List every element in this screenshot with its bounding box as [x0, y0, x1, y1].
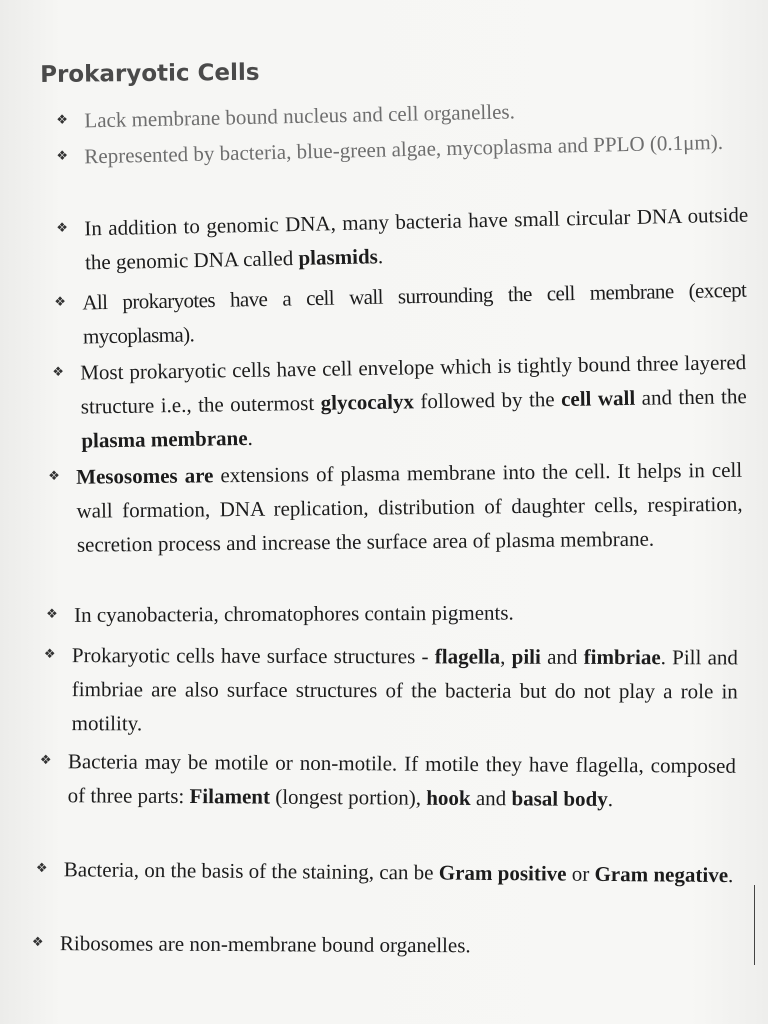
list-item: [48, 453, 743, 562]
item-text: Represented by bacteria, blue-green algae, mycoplasma and PPLO (0.1μm).: [84, 129, 724, 169]
bullet-icon: ❖: [35, 860, 48, 877]
list-item: [36, 852, 736, 892]
list-item: [32, 926, 732, 964]
bullet-icon: ❖: [39, 752, 52, 769]
item-text: Mesosomes are extensions of plasma membrane into the cell. It helps in cell wall formation, DNA replication, distribution of daughter cells, respiration, secretion process and increase the surface area of plasma membrane.: [76, 457, 743, 557]
item-text: Prokaryotic cells have surface structures - flagella, pili and fimbriae. Pill and fimbriae are also surface structures of the bacteria but do not play a role in motility.: [71, 643, 738, 736]
list-item: [40, 744, 736, 817]
item-text: Bacteria may be motile or non-motile. If motile they have flagella, composed of three parts: Filament (longest portion), hook and basal body.: [67, 749, 736, 812]
item-text: Lack membrane bound nucleus and cell organelles.: [84, 99, 516, 133]
item-text: All prokaryotes have a cell wall surrounding the cell membrane (except mycoplasma).: [82, 277, 747, 349]
bullet-icon: ❖: [31, 934, 44, 951]
list-item: [44, 638, 738, 742]
item-text: Most prokaryotic cells have cell envelope which is tightly bound three layered structure i.e., the outermost glycocalyx followed by the cell wall and then the plasma membrane.: [80, 350, 747, 453]
list-item: [46, 594, 740, 632]
item-text: Ribosomes are non-membrane bound organelles.: [59, 931, 471, 958]
bullet-icon: ❖: [48, 468, 60, 484]
bullet-icon: ❖: [52, 364, 65, 380]
page-title: Prokaryotic Cells: [40, 59, 260, 88]
item-text: In cyanobacteria, chromatophores contain pigments.: [74, 600, 514, 627]
bullet-icon: ❖: [56, 112, 69, 128]
bullet-icon: ❖: [54, 294, 67, 310]
item-text: In addition to genomic DNA, many bacteria have small circular DNA outside the genomic DNA called plasmids.: [84, 202, 749, 275]
bullet-icon: ❖: [46, 606, 58, 622]
list-item: [56, 198, 749, 280]
bullet-icon: ❖: [56, 148, 69, 164]
bullet-icon: ❖: [43, 646, 56, 663]
list-item: [52, 345, 748, 458]
item-text: Bacteria, on the basis of the staining, can be Gram positive or Gram negative.: [63, 857, 734, 888]
bullet-icon: ❖: [56, 220, 69, 236]
list-item: [54, 273, 747, 354]
margin-rule: [754, 885, 755, 965]
